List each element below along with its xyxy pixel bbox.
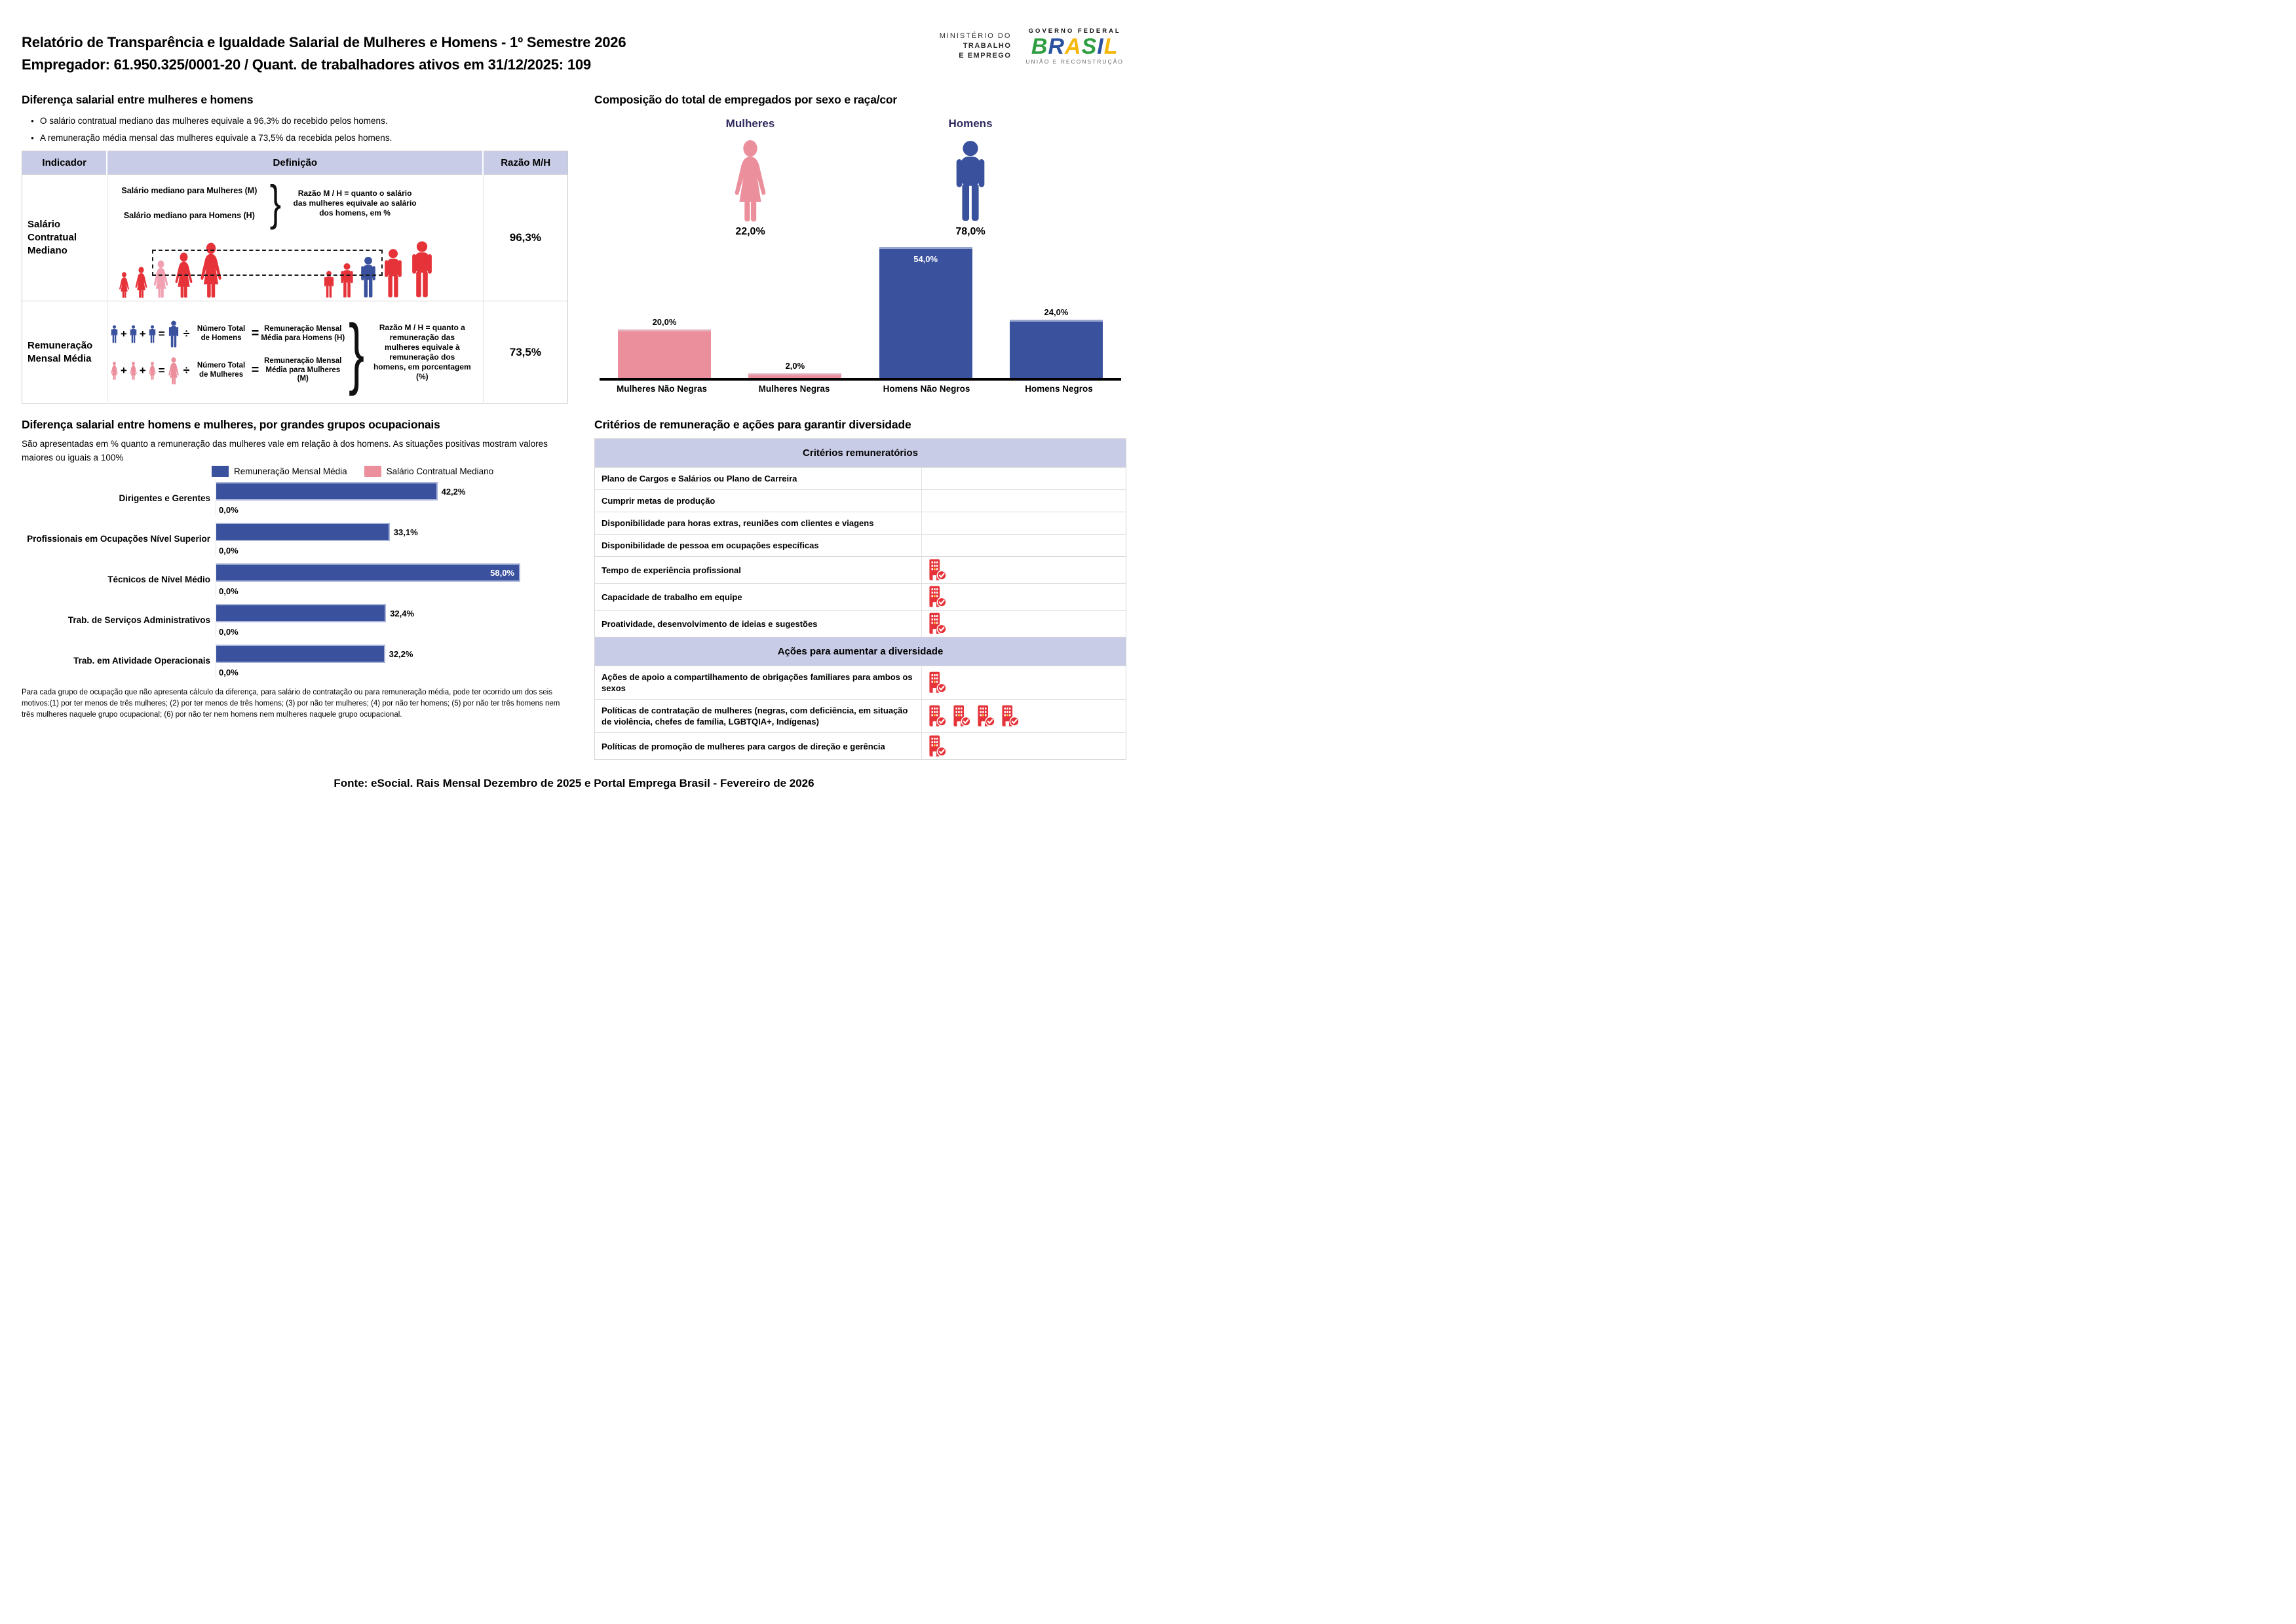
median-ratio-note: Razão M / H = quanto o salário das mulheres equivale ao salário dos homens, em % <box>293 188 417 217</box>
composition-figures <box>594 117 1126 238</box>
building-check-icon <box>927 586 947 608</box>
men-label: Homens <box>948 117 993 130</box>
building-check-icon <box>927 671 947 694</box>
report-page <box>0 0 1148 812</box>
occ-row-profissionais: Profissionais em Ocupações Nível Superior 33,1% 0,0% <box>22 521 577 556</box>
criteria-icons-cell <box>921 490 1126 512</box>
man-icon <box>408 240 436 298</box>
salary-gap-title: Diferença salarial entre mulheres e homens <box>22 93 254 106</box>
legend-remuneracao: Remuneração Mensal Média <box>212 466 347 477</box>
report-header <box>22 20 1126 76</box>
composition-categories <box>600 384 1121 394</box>
definition-median <box>107 175 483 301</box>
ministry-logo <box>940 31 1012 61</box>
occupational-subtitle: São apresentadas em % quanto a remuneração das mulheres vale em relação à dos homens. As situações positivas mostram valores maiores ou iguais a 100% <box>22 439 548 463</box>
ratio-median: 96,3% <box>483 175 567 301</box>
category-label: Mulheres Negras <box>758 384 830 394</box>
bar-value-label: 58,0% <box>490 568 514 578</box>
women-percent: 22,0% <box>735 226 765 237</box>
section-criteria <box>594 418 1126 760</box>
woman-icon <box>110 362 119 380</box>
bar-value-label: 54,0% <box>913 254 938 265</box>
brasil-logo: BRASIL <box>1031 34 1119 59</box>
criteria-icons-cell <box>921 535 1126 557</box>
median-dashed-box <box>152 250 383 276</box>
indicator-label: Salário Contratual Mediano <box>22 175 107 301</box>
occupational-chart <box>22 481 577 678</box>
occ-row-operacionais: Trab. em Atividade Operacionais 32,2% 0,0% <box>22 643 577 678</box>
bar-remuneracao <box>216 523 418 541</box>
bar-remuneracao <box>216 563 520 582</box>
chart-legend <box>212 466 577 477</box>
indicator-table-header <box>22 151 568 175</box>
source-footer: Fonte: eSocial. Rais Mensal Dezembro de 2025 e Portal Emprega Brasil - Fevereiro de 2026 <box>334 777 814 789</box>
gov-federal-logo <box>1025 28 1124 65</box>
criteria-icons-cell <box>921 700 1126 733</box>
col-indicador: Indicador <box>22 151 107 175</box>
composition-chart <box>594 242 1126 394</box>
criteria-icons-cell <box>921 468 1126 490</box>
woman-icon <box>148 362 157 380</box>
bar-value-label: 20,0% <box>652 317 677 327</box>
section-salary-gap <box>22 93 577 404</box>
criteria-row: Ações de apoio a compartilhamento de obrigações familiares para ambos os sexos <box>595 666 1126 700</box>
occupational-footnote: Para cada grupo de ocupação que não apresenta cálculo da diferença, para salário de contratação ou para remuneração média, pode ter ocorrido um dos seis motivos:(1) por ter menos de três mulheres; (2) por ter menos de três homens; (3) por não ter mulheres; (4) por não ter homens; (5) por não ter três homens nem três mulheres naquele grupo ocupacional; (6) por não ter nem homens nem mulheres naquele grupo ocupacional. <box>22 689 560 719</box>
woman-icon <box>118 272 130 298</box>
bullet-average-pay: ● A remuneração média mensal das mulheres equivale a 73,5% da recebida pelos homens. <box>31 133 577 143</box>
criteria-title: Critérios de remuneração e ações para garantir diversidade <box>594 418 911 431</box>
median-zero-label: 0,0% <box>219 505 239 515</box>
occupational-title: Diferença salarial entre homens e mulheres, por grandes grupos ocupacionais <box>22 418 440 431</box>
section-occupational <box>22 418 577 760</box>
women-label: Mulheres <box>725 117 775 130</box>
row-salario-contratual <box>22 175 568 301</box>
building-check-icon <box>951 705 971 727</box>
women-result: Remuneração Mensal Média para Mulheres (M) <box>264 357 342 383</box>
women-figure <box>688 117 813 238</box>
content-grid <box>22 93 1126 760</box>
salary-gap-bullets <box>31 116 577 143</box>
building-check-icon <box>927 613 947 635</box>
woman-icon-large <box>167 357 180 385</box>
criteria-icons-cell <box>921 733 1126 760</box>
men-divisor: Número Total de Homens <box>197 325 246 342</box>
average-ratio-note: Razão M / H = quanto a remuneração das mulheres equivale à remuneração dos homens, em porcentagem (%) <box>373 322 471 381</box>
criteria-row: Capacidade de trabalho em equipe <box>595 584 1126 611</box>
legend-swatch-blue <box>212 466 229 477</box>
man-icon <box>148 325 157 343</box>
criteria-icons-cell <box>921 584 1126 611</box>
men-result: Remuneração Mensal Média para Homens (H) <box>261 325 345 342</box>
building-check-icon <box>927 559 947 581</box>
median-zero-label: 0,0% <box>219 668 239 677</box>
criteria-group1-header: Critérios remuneratórios <box>595 439 1126 468</box>
bar-remuneracao <box>216 482 466 500</box>
criteria-icons-cell <box>921 666 1126 700</box>
bar-mulheres-negras <box>748 361 841 378</box>
woman-icon <box>129 362 138 380</box>
ministry-line1: MINISTÉRIO DO <box>939 32 1012 40</box>
criteria-table <box>594 438 1126 760</box>
occ-row-tecnicos: Técnicos de Nível Médio 58,0% 0,0% <box>22 562 577 597</box>
definition-average <box>107 301 483 404</box>
brace-glyph: } <box>349 308 365 396</box>
man-icon-large <box>167 320 180 348</box>
occ-row-administrativos: Trab. de Serviços Administrativos 32,4% 0,0% <box>22 603 577 637</box>
occ-row-dirigentes: Dirigentes e Gerentes 42,2% 0,0% <box>22 481 577 516</box>
criteria-group2-header: Ações para aumentar a diversidade <box>595 637 1126 666</box>
women-divisor: Número Total de Mulheres <box>197 362 246 379</box>
criteria-row: Disponibilidade para horas extras, reuniões com clientes e viagens <box>595 512 1126 535</box>
man-icon-large <box>951 140 990 222</box>
ministry-line3: E EMPREGO <box>959 52 1012 60</box>
men-average-formula: + + = ÷ Número Total de Homens = Remuneração Mensal Média para Homens (H) <box>110 320 345 348</box>
building-check-icon <box>927 735 947 757</box>
bar-mulheres-nao-negras <box>618 317 711 378</box>
bar-value-label: 33,1% <box>393 527 418 537</box>
legend-swatch-pink <box>364 466 381 477</box>
bar-value-label: 42,2% <box>441 487 466 497</box>
indicator-table <box>22 151 568 404</box>
men-percent: 78,0% <box>955 226 985 237</box>
median-zero-label: 0,0% <box>219 586 239 596</box>
gov-federal-label: GOVERNO FEDERAL <box>1028 28 1121 35</box>
col-razao: Razão M/H <box>483 151 567 175</box>
bar-remuneracao <box>216 604 415 622</box>
brace-glyph: } <box>269 176 281 230</box>
criteria-row: Políticas de contratação de mulheres (negras, com deficiência, em situação de violência, chefes de família, LGBTQIA+, Indígenas) <box>595 700 1126 733</box>
report-title-line1: Relatório de Transparência e Igualdade Salarial de Mulheres e Homens - 1º Semestre 2026 <box>22 34 626 50</box>
ministry-line2: TRABALHO <box>963 42 1012 50</box>
median-zero-label: 0,0% <box>219 546 239 556</box>
indicator-label: Remuneração Mensal Média <box>22 301 107 404</box>
men-figure <box>908 117 1033 238</box>
criteria-icons-cell <box>921 557 1126 584</box>
ratio-average: 73,5% <box>483 301 567 404</box>
criteria-row: Políticas de promoção de mulheres para cargos de direção e gerência <box>595 733 1126 760</box>
building-check-icon <box>927 705 947 727</box>
man-icon <box>110 325 119 343</box>
section-composition <box>594 93 1126 404</box>
man-icon <box>129 325 138 343</box>
criteria-row: Tempo de experiência profissional <box>595 557 1126 584</box>
bar-remuneracao <box>216 645 413 663</box>
legend-salario: Salário Contratual Mediano <box>364 466 494 477</box>
man-icon <box>381 248 405 298</box>
row-remuneracao-media <box>22 301 568 404</box>
criteria-icons-cell <box>921 512 1126 535</box>
criteria-row: Disponibilidade de pessoa em ocupações específicas <box>595 535 1126 557</box>
logo-block <box>940 20 1126 65</box>
report-title-line2: Empregador: 61.950.325/0001-20 / Quant. de trabalhadores ativos em 31/12/2025: 109 <box>22 56 591 73</box>
woman-icon-large <box>731 140 770 222</box>
median-pictogram <box>111 233 479 298</box>
bar-value-label: 24,0% <box>1044 307 1069 318</box>
report-titles <box>22 20 626 76</box>
gov-slogan: UNIÃO E RECONSTRUÇÃO <box>1025 58 1124 65</box>
criteria-icons-cell <box>921 611 1126 637</box>
bar-value-label: 32,4% <box>390 609 415 618</box>
building-check-icon <box>976 705 995 727</box>
category-label: Mulheres Não Negras <box>616 384 708 394</box>
composition-title: Composição do total de empregados por sexo e raça/cor <box>594 93 898 106</box>
median-zero-label: 0,0% <box>219 627 239 637</box>
category-label: Homens Negros <box>1025 384 1093 394</box>
building-check-icon <box>1000 705 1020 727</box>
category-label: Homens Não Negros <box>883 384 970 394</box>
median-women-label: Salário mediano para Mulheres (M) <box>121 186 258 195</box>
col-definicao: Definição <box>107 151 483 175</box>
criteria-row: Plano de Cargos e Salários ou Plano de Carreira <box>595 468 1126 490</box>
median-men-label: Salário mediano para Homens (H) <box>123 211 255 220</box>
criteria-row: Cumprir metas de produção <box>595 490 1126 512</box>
bar-value-label: 2,0% <box>785 360 805 371</box>
bullet-median-salary: ● O salário contratual mediano das mulheres equivale a 96,3% do recebido pelos homens. <box>31 116 577 126</box>
bar-value-label: 32,2% <box>389 649 413 659</box>
bar-homens-negros <box>1010 307 1103 378</box>
woman-icon <box>134 267 149 298</box>
bar-homens-nao-negros <box>879 247 972 378</box>
women-average-formula: + + = ÷ Número Total de Mulheres = Remuneração Mensal Média para Mulheres (M) <box>110 357 345 385</box>
criteria-row: Proatividade, desenvolvimento de ideias e sugestões <box>595 611 1126 637</box>
